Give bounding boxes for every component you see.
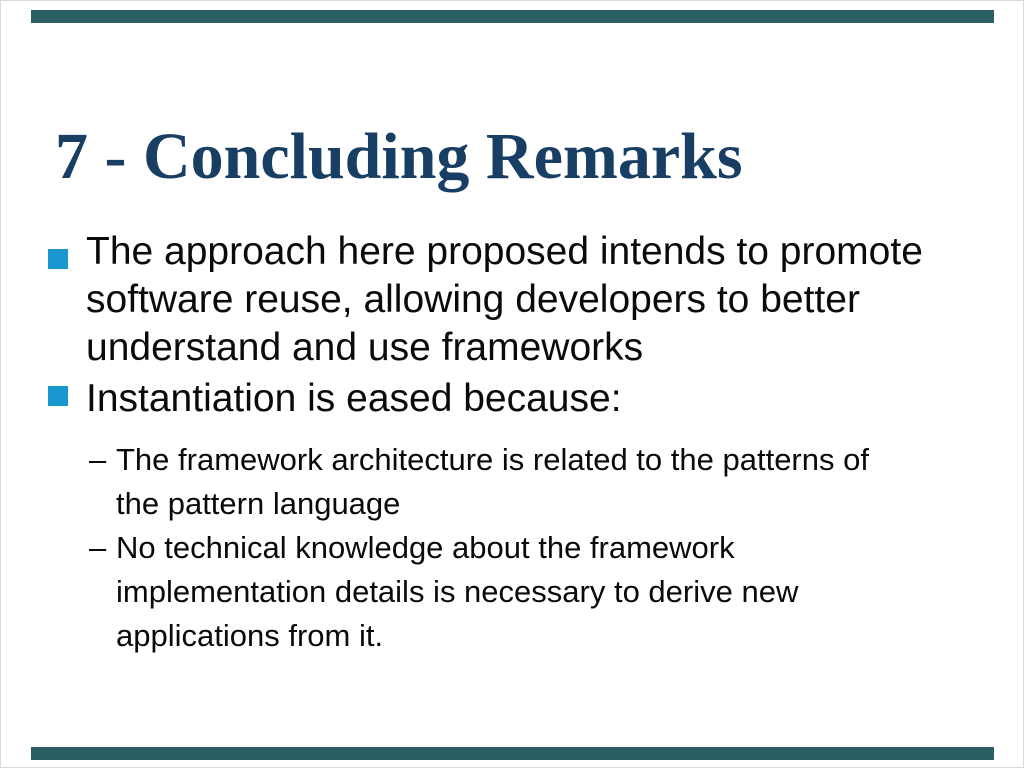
bullet-line: The approach here proposed intends to promote [86, 230, 923, 273]
sub-bullet-line: implementation details is necessary to derive new [116, 574, 799, 609]
bullet-line: software reuse, allowing developers to better [86, 278, 860, 321]
bullet-line: understand and use frameworks [86, 326, 644, 369]
sub-bullet-line: The framework architecture is related to the patterns of [116, 442, 869, 477]
dash-icon: – [89, 442, 107, 477]
sub-bullet-item [89, 526, 798, 658]
sub-bullet-text [116, 438, 869, 526]
bullet-line: Instantiation is eased because: [86, 377, 622, 420]
bottom-accent-bar [31, 747, 994, 760]
sub-bullet-item [89, 438, 869, 526]
sub-bullet-line: the pattern language [116, 486, 401, 521]
sub-bullet-line: No technical knowledge about the framework [116, 530, 735, 565]
bullet-square-icon [48, 249, 68, 269]
bullet-square-icon [48, 386, 68, 406]
sub-bullet-line: applications from it. [116, 618, 384, 653]
bullet-item [86, 228, 923, 372]
bullet-item [86, 375, 622, 423]
top-accent-bar [31, 10, 994, 23]
dash-icon: – [89, 530, 107, 565]
page-title: 7 - Concluding Remarks [55, 120, 743, 194]
sub-bullet-text [116, 526, 798, 658]
